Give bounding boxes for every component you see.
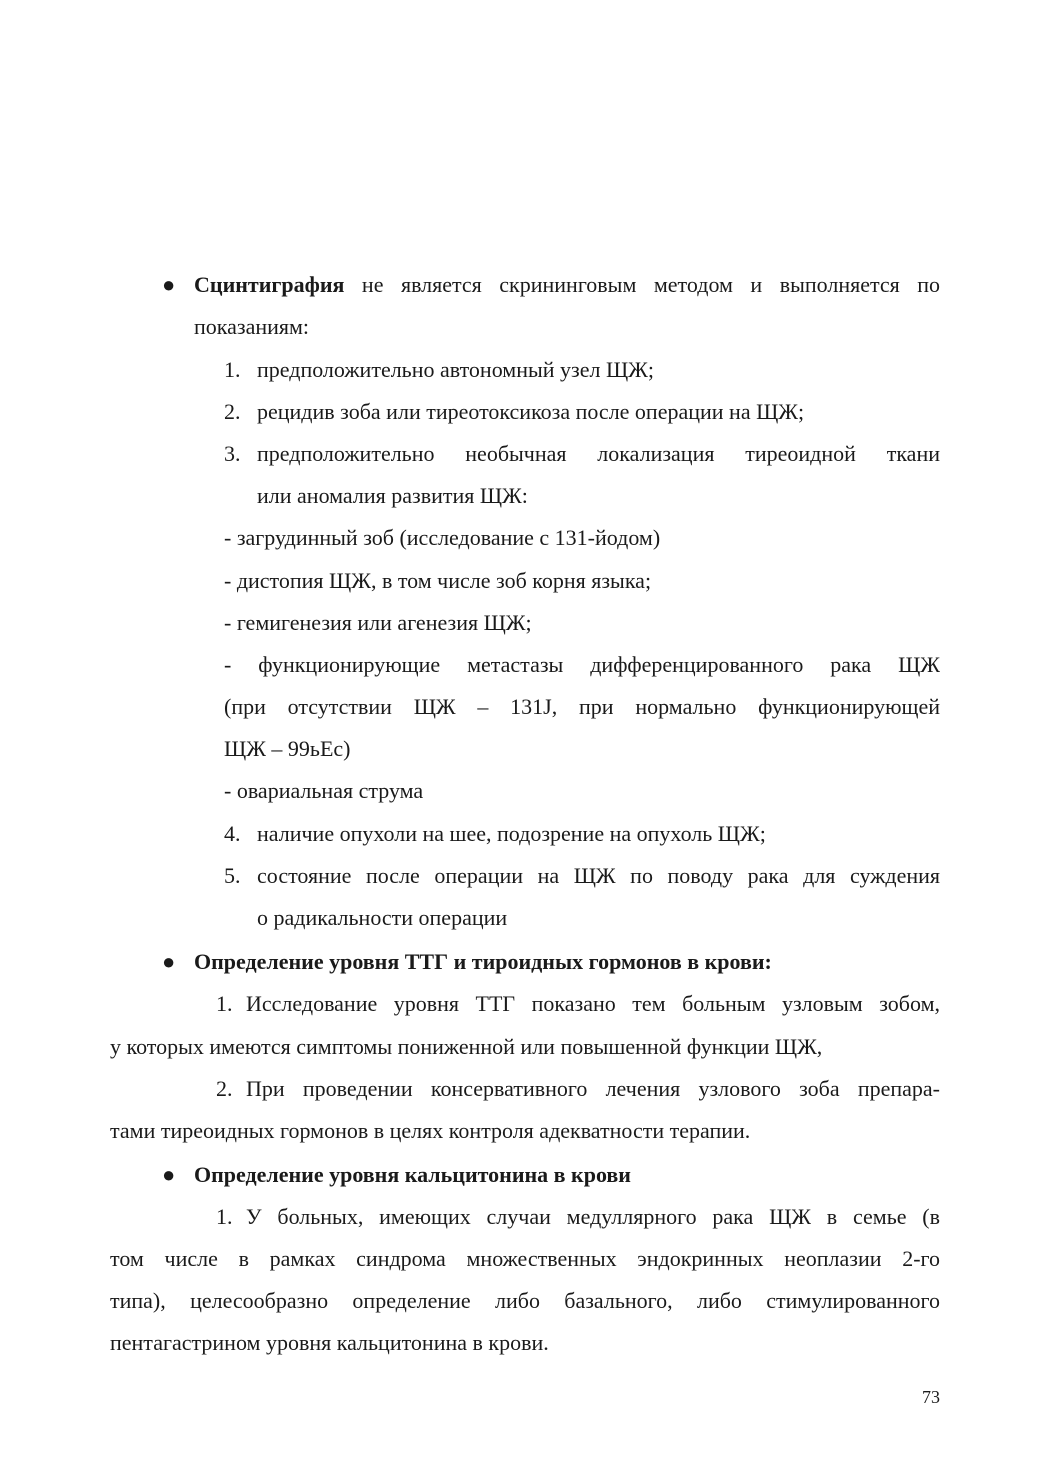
paragraph-number: 1. xyxy=(216,1204,233,1229)
list-item-text: рецидив зоба или тиреотоксикоза после операции на ЩЖ; xyxy=(257,399,805,424)
list-item-text: наличие опухоли на шее, подозрение на опухоль ЩЖ; xyxy=(257,821,766,846)
dash-item: - функционирующие метастазы дифференцированного рака ЩЖ xyxy=(224,652,940,677)
section2-title: Определение уровня ТТГ и тироидных гормонов в крови: xyxy=(194,949,772,974)
list-item-number: 5. xyxy=(224,863,241,888)
list-item-text: состояние после операции на ЩЖ по поводу рака для суждения xyxy=(257,863,940,888)
dash-item: - загрудинный зоб (исследование с 131-йодом) xyxy=(224,525,661,550)
section1-intro-line2: показаниям: xyxy=(194,314,310,339)
bullet-icon: ● xyxy=(162,1162,176,1187)
list-item-number: 3. xyxy=(224,441,241,466)
paragraph-text: у которых имеются симптомы пониженной или повышенной функции ЩЖ, xyxy=(110,1034,823,1059)
section1-intro-line1: Сцинтиграфия не является скрининговым методом и выполняется по xyxy=(194,272,940,297)
list-item-number: 4. xyxy=(224,821,241,846)
list-item-text: предположительно необычная локализация тиреоидной ткани xyxy=(257,441,940,466)
bullet-icon: ● xyxy=(162,949,176,974)
dash-item: - дистопия ЩЖ, в том числе зоб корня языка; xyxy=(224,568,652,593)
paragraph-number: 1. xyxy=(216,991,233,1016)
paragraph-text: тами тиреоидных гормонов в целях контроля адекватности терапии. xyxy=(110,1118,751,1143)
section3-title: Определение уровня кальцитонина в крови xyxy=(194,1162,631,1187)
bullet-icon: ● xyxy=(162,272,176,297)
list-item-number: 1. xyxy=(224,357,241,382)
dash-item: - овариальная струма xyxy=(224,778,424,803)
list-item-text: или аномалия развития ЩЖ: xyxy=(257,483,528,508)
list-item-text: предположительно автономный узел ЩЖ; xyxy=(257,357,654,382)
dash-item: - гемигенезия или агенезия ЩЖ; xyxy=(224,610,532,635)
page-number: 73 xyxy=(922,1387,940,1407)
paragraph-text: пентагастрином уровня кальцитонина в крови. xyxy=(110,1330,549,1355)
paragraph-text: При проведении консервативного лечения узлового зоба препара- xyxy=(246,1076,940,1101)
paragraph-text: Исследование уровня ТТГ показано тем больным узловым зобом, xyxy=(246,991,940,1016)
dash-item: (при отсутствии ЩЖ – 131J, при нормально функционирующей xyxy=(224,694,940,719)
paragraph-text: типа), целесообразно определение либо базального, либо стимулированного xyxy=(110,1288,940,1313)
list-item-number: 2. xyxy=(224,399,241,424)
paragraph-text: том числе в рамках синдрома множественных эндокринных неоплазии 2-го xyxy=(110,1246,940,1271)
list-item-text: о радикальности операции xyxy=(257,905,508,930)
paragraph-number: 2. xyxy=(216,1076,233,1101)
dash-item: ЩЖ – 99ьЕс) xyxy=(224,736,351,761)
section1-title: Сцинтиграфия xyxy=(194,272,345,297)
paragraph-text: У больных, имеющих случаи медуллярного рака ЩЖ в семье (в xyxy=(246,1204,940,1229)
